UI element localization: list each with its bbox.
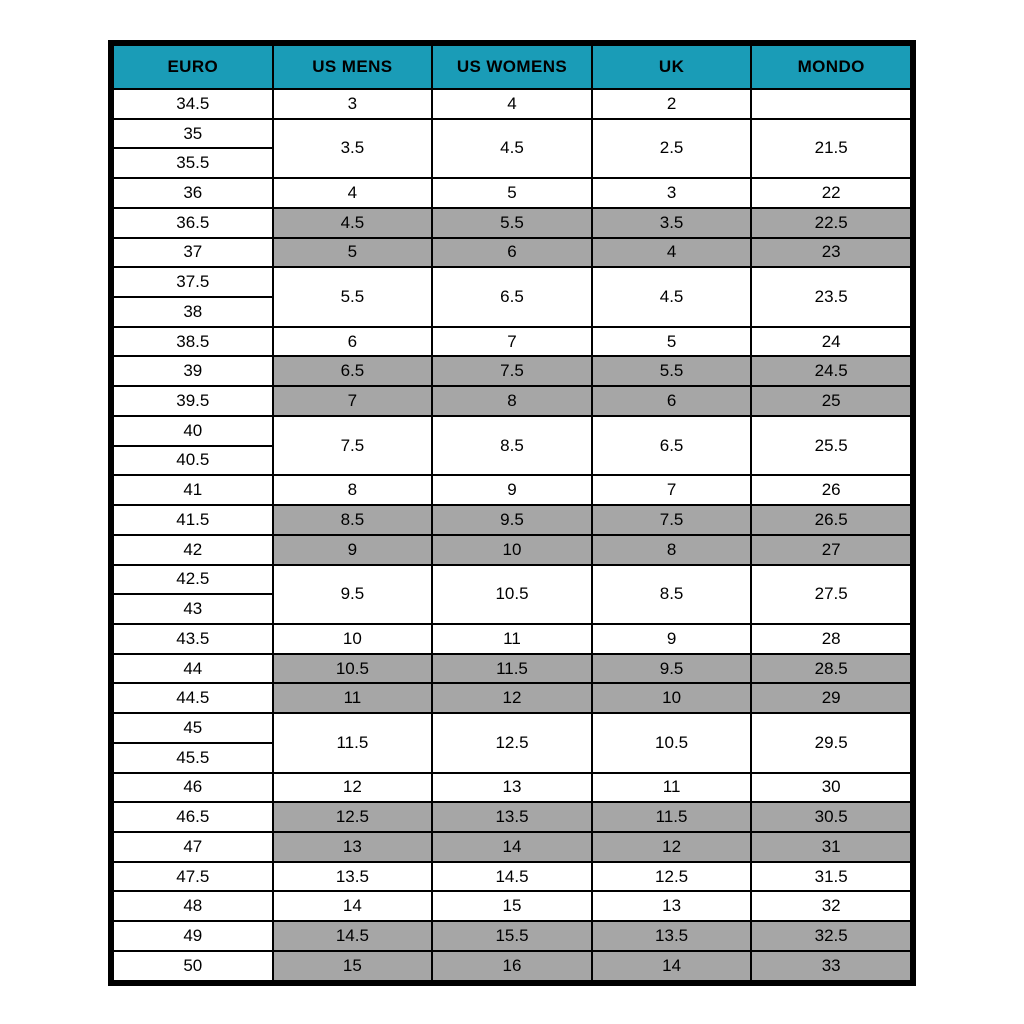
- cell-us-womens: 12.5: [432, 713, 592, 772]
- cell-mondo: 28: [751, 624, 911, 654]
- cell-us-mens: 3.5: [273, 119, 433, 178]
- cell-euro: 39.5: [113, 386, 273, 416]
- cell-us-womens: 8.5: [432, 416, 592, 475]
- cell-euro: 45: [113, 713, 273, 743]
- cell-us-womens: 11: [432, 624, 592, 654]
- cell-euro: 36: [113, 178, 273, 208]
- table-header: [113, 45, 911, 89]
- cell-us-mens: 4: [273, 178, 433, 208]
- table-row: [113, 862, 911, 892]
- cell-uk: 9.5: [592, 654, 752, 684]
- cell-us-womens: 10.5: [432, 565, 592, 624]
- cell-uk: 2.5: [592, 119, 752, 178]
- cell-uk: 7.5: [592, 505, 752, 535]
- table-row: [113, 535, 911, 565]
- cell-mondo: 32: [751, 891, 911, 921]
- cell-mondo: 27: [751, 535, 911, 565]
- cell-us-mens: 8.5: [273, 505, 433, 535]
- cell-us-mens: 6: [273, 327, 433, 357]
- cell-mondo: 28.5: [751, 654, 911, 684]
- cell-euro: 44.5: [113, 683, 273, 713]
- cell-euro: 44: [113, 654, 273, 684]
- cell-euro: 41: [113, 475, 273, 505]
- cell-euro: 40: [113, 416, 273, 446]
- cell-euro: 42: [113, 535, 273, 565]
- table-row: [113, 119, 911, 149]
- table-row: [113, 683, 911, 713]
- cell-us-mens: 13: [273, 832, 433, 862]
- cell-mondo: 21.5: [751, 119, 911, 178]
- cell-us-womens: 4.5: [432, 119, 592, 178]
- cell-euro: 34.5: [113, 89, 273, 119]
- cell-euro: 39: [113, 356, 273, 386]
- table-row: [113, 89, 911, 119]
- header-row: [113, 45, 911, 89]
- cell-us-womens: 8: [432, 386, 592, 416]
- cell-us-mens: 5: [273, 238, 433, 268]
- cell-uk: 13: [592, 891, 752, 921]
- cell-us-mens: 10.5: [273, 654, 433, 684]
- cell-mondo: 30: [751, 773, 911, 803]
- cell-us-mens: 12.5: [273, 802, 433, 832]
- cell-mondo: 25.5: [751, 416, 911, 475]
- cell-mondo: 31: [751, 832, 911, 862]
- cell-us-mens: 3: [273, 89, 433, 119]
- cell-us-womens: 4: [432, 89, 592, 119]
- cell-uk: 10.5: [592, 713, 752, 772]
- cell-us-mens: 6.5: [273, 356, 433, 386]
- cell-us-womens: 15: [432, 891, 592, 921]
- cell-euro: 43.5: [113, 624, 273, 654]
- cell-uk: 6: [592, 386, 752, 416]
- cell-mondo: 33: [751, 951, 911, 981]
- cell-mondo: 24: [751, 327, 911, 357]
- cell-uk: 13.5: [592, 921, 752, 951]
- table-row: [113, 416, 911, 446]
- table-row: [113, 921, 911, 951]
- cell-us-womens: 12: [432, 683, 592, 713]
- cell-mondo: 22: [751, 178, 911, 208]
- cell-us-mens: 11: [273, 683, 433, 713]
- table-row: [113, 505, 911, 535]
- column-header-us-womens: US WOMENS: [432, 45, 592, 89]
- table-row: [113, 475, 911, 505]
- cell-us-mens: 9: [273, 535, 433, 565]
- cell-us-womens: 13.5: [432, 802, 592, 832]
- cell-mondo: 32.5: [751, 921, 911, 951]
- cell-euro: 42.5: [113, 565, 273, 595]
- cell-uk: 3: [592, 178, 752, 208]
- cell-us-womens: 9: [432, 475, 592, 505]
- cell-euro: 41.5: [113, 505, 273, 535]
- cell-euro: 37: [113, 238, 273, 268]
- cell-us-mens: 15: [273, 951, 433, 981]
- cell-us-mens: 12: [273, 773, 433, 803]
- cell-uk: 12: [592, 832, 752, 862]
- cell-uk: 8.5: [592, 565, 752, 624]
- cell-euro: 49: [113, 921, 273, 951]
- cell-us-mens: 4.5: [273, 208, 433, 238]
- cell-mondo: 26: [751, 475, 911, 505]
- cell-uk: 4: [592, 238, 752, 268]
- cell-us-womens: 6.5: [432, 267, 592, 326]
- cell-euro: 43: [113, 594, 273, 624]
- cell-uk: 5.5: [592, 356, 752, 386]
- cell-mondo: 23: [751, 238, 911, 268]
- cell-euro: 40.5: [113, 446, 273, 476]
- size-conversion-table: [112, 44, 912, 982]
- table-row: [113, 773, 911, 803]
- cell-mondo: [751, 89, 911, 119]
- cell-mondo: 24.5: [751, 356, 911, 386]
- cell-mondo: 29: [751, 683, 911, 713]
- cell-mondo: 30.5: [751, 802, 911, 832]
- cell-us-mens: 10: [273, 624, 433, 654]
- cell-us-mens: 14: [273, 891, 433, 921]
- column-header-mondo: MONDO: [751, 45, 911, 89]
- table-row: [113, 565, 911, 595]
- cell-us-mens: 9.5: [273, 565, 433, 624]
- cell-us-mens: 7.5: [273, 416, 433, 475]
- table-row: [113, 327, 911, 357]
- cell-uk: 6.5: [592, 416, 752, 475]
- cell-euro: 35: [113, 119, 273, 149]
- cell-uk: 2: [592, 89, 752, 119]
- cell-euro: 46: [113, 773, 273, 803]
- cell-mondo: 23.5: [751, 267, 911, 326]
- cell-euro: 47.5: [113, 862, 273, 892]
- cell-us-womens: 14.5: [432, 862, 592, 892]
- cell-us-mens: 14.5: [273, 921, 433, 951]
- cell-us-womens: 9.5: [432, 505, 592, 535]
- cell-mondo: 31.5: [751, 862, 911, 892]
- cell-uk: 8: [592, 535, 752, 565]
- table-row: [113, 267, 911, 297]
- cell-mondo: 26.5: [751, 505, 911, 535]
- table-row: [113, 802, 911, 832]
- cell-mondo: 22.5: [751, 208, 911, 238]
- table-row: [113, 238, 911, 268]
- cell-mondo: 27.5: [751, 565, 911, 624]
- table-row: [113, 624, 911, 654]
- column-header-uk: UK: [592, 45, 752, 89]
- table-row: [113, 713, 911, 743]
- cell-uk: 11: [592, 773, 752, 803]
- table-row: [113, 178, 911, 208]
- cell-us-womens: 7: [432, 327, 592, 357]
- table-row: [113, 356, 911, 386]
- cell-uk: 5: [592, 327, 752, 357]
- cell-mondo: 25: [751, 386, 911, 416]
- cell-euro: 45.5: [113, 743, 273, 773]
- cell-uk: 14: [592, 951, 752, 981]
- cell-mondo: 29.5: [751, 713, 911, 772]
- cell-us-womens: 11.5: [432, 654, 592, 684]
- cell-us-mens: 13.5: [273, 862, 433, 892]
- table-row: [113, 654, 911, 684]
- cell-euro: 38: [113, 297, 273, 327]
- cell-uk: 7: [592, 475, 752, 505]
- cell-us-womens: 5: [432, 178, 592, 208]
- cell-us-mens: 5.5: [273, 267, 433, 326]
- table-row: [113, 386, 911, 416]
- cell-us-mens: 11.5: [273, 713, 433, 772]
- table-row: [113, 832, 911, 862]
- cell-euro: 50: [113, 951, 273, 981]
- cell-euro: 47: [113, 832, 273, 862]
- cell-uk: 3.5: [592, 208, 752, 238]
- cell-euro: 48: [113, 891, 273, 921]
- table-row: [113, 208, 911, 238]
- cell-us-womens: 14: [432, 832, 592, 862]
- table-body: [113, 89, 911, 981]
- column-header-euro: EURO: [113, 45, 273, 89]
- cell-us-womens: 6: [432, 238, 592, 268]
- cell-euro: 35.5: [113, 148, 273, 178]
- cell-us-womens: 16: [432, 951, 592, 981]
- cell-us-mens: 8: [273, 475, 433, 505]
- cell-euro: 46.5: [113, 802, 273, 832]
- column-header-us-mens: US MENS: [273, 45, 433, 89]
- cell-us-mens: 7: [273, 386, 433, 416]
- cell-us-womens: 7.5: [432, 356, 592, 386]
- cell-us-womens: 5.5: [432, 208, 592, 238]
- table-row: [113, 891, 911, 921]
- cell-euro: 38.5: [113, 327, 273, 357]
- cell-us-womens: 10: [432, 535, 592, 565]
- cell-us-womens: 13: [432, 773, 592, 803]
- cell-euro: 36.5: [113, 208, 273, 238]
- cell-uk: 10: [592, 683, 752, 713]
- cell-uk: 12.5: [592, 862, 752, 892]
- cell-euro: 37.5: [113, 267, 273, 297]
- cell-us-womens: 15.5: [432, 921, 592, 951]
- cell-uk: 4.5: [592, 267, 752, 326]
- size-chart-container: [108, 40, 916, 986]
- table-row: [113, 951, 911, 981]
- cell-uk: 11.5: [592, 802, 752, 832]
- cell-uk: 9: [592, 624, 752, 654]
